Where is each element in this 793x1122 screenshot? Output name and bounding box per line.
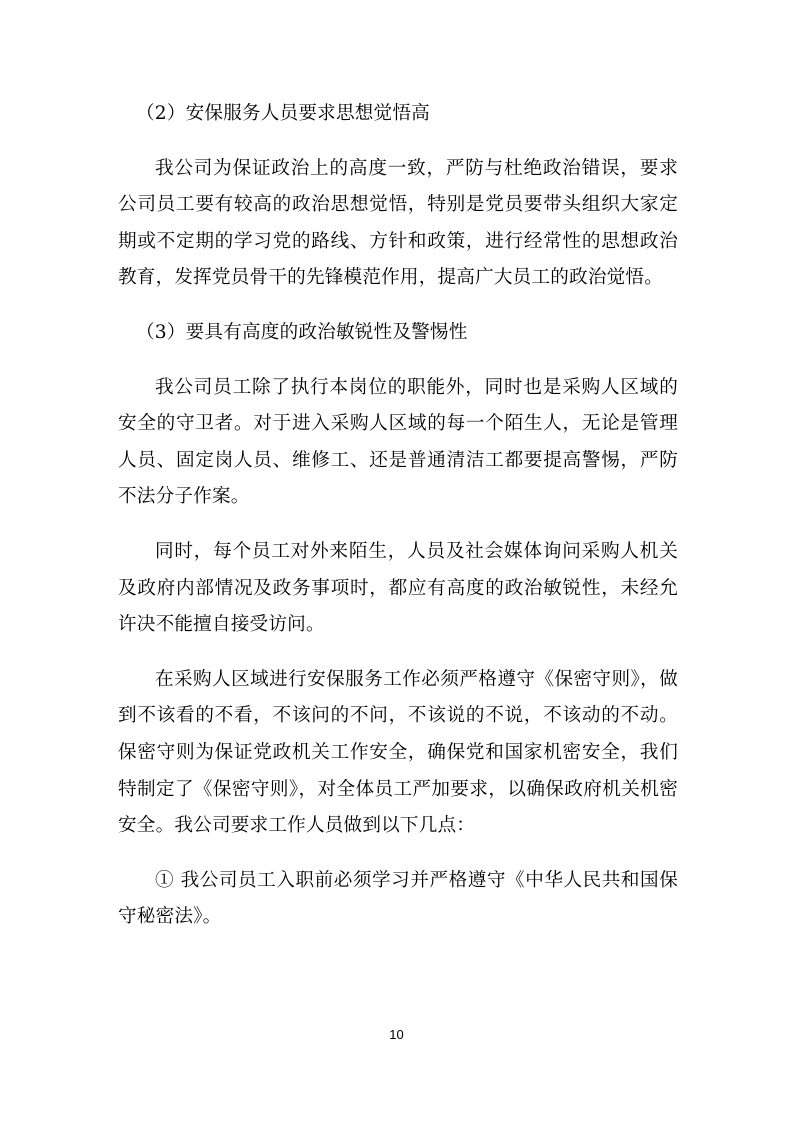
- body-paragraph-guardian-role: 我公司员工除了执行本岗位的职能外，同时也是采购人区域的安全的守卫者。对于进入采购人区域的每一个陌生人，无论是管理人员、固定岗人员、维修工、还是普通清洁工都要提高警惕，严防不法分子作案。: [118, 376, 678, 508]
- body-paragraph-confidentiality-rules: 在采购人区域进行安保服务工作必须严格遵守《保密守则》，做到不该看的不看，不该问的不问，不该说的不说，不该动的不动。保密守则为保证党政机关工作安全，确保党和国家机密安全，我们特制定了《保密守则》，对全体员工严加要求，以确保政府机关机密安全。我公司要求工作人员做到以下几点：: [118, 668, 678, 837]
- page-number: 10: [389, 1027, 404, 1042]
- document-page: [118, 96, 678, 936]
- body-paragraph-media-inquiries: 同时，每个员工对外来陌生，人员及社会媒体询问采购人机关及政府内部情况及政务事项时，都应有高度的政治敏锐性，未经允许决不能擅自接受访问。: [118, 540, 678, 636]
- body-paragraph-political-awareness: 我公司为保证政治上的高度一致，严防与杜绝政治错误，要求公司员工要有较高的政治思想觉悟，特别是党员要带头组织大家定期或不定期的学习党的路线、方针和政策，进行经常性的思想政治教育，发挥党员骨干的先锋模范作用，提高广大员工的政治觉悟。: [118, 157, 678, 289]
- section-heading-2: （2）安保服务人员要求思想觉悟高: [136, 103, 430, 124]
- list-item-1: ① 我公司员工入职前必须学习并严格遵守《中华人民共和国保守秘密法》。: [118, 869, 678, 928]
- section-heading-3: （3）要具有高度的政治敏锐性及警惕性: [136, 321, 468, 343]
